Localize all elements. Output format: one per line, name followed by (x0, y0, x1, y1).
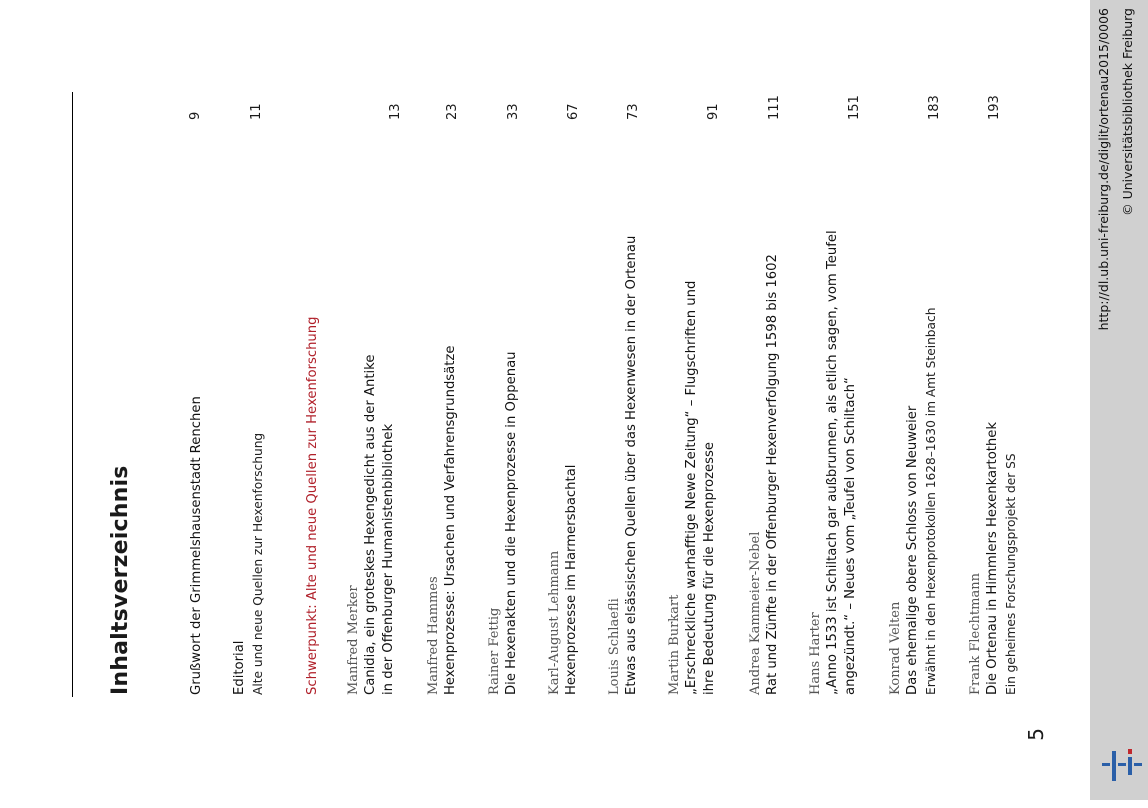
entry-title-line2: ihre Bedeutung für die Hexenprozesse (702, 442, 717, 695)
toc-entry-7 (546, 135, 581, 695)
entry-title: Rat und Zünfte in der Offenburger Hexenverfolgung 1598 bis 1602 (765, 254, 780, 695)
entry-title: Grußwort der Grimmelshausenstadt Renchen (189, 396, 204, 695)
entry-page: 151 (847, 95, 862, 120)
entry-title: „Anno 1533 ist Schiltach gar außbrunnen, als etlich sagen, vom Teufel (825, 230, 840, 695)
top-rule (72, 92, 73, 697)
entry-author: Hans Harter (808, 612, 823, 695)
toc-entry-2 (231, 135, 267, 695)
entry-author: Konrad Velten (888, 601, 903, 695)
entry-page: 67 (566, 103, 581, 120)
entry-page: 11 (249, 103, 264, 120)
entry-author: Frank Flechtmann (968, 573, 983, 695)
entry-page: 73 (626, 103, 641, 120)
entry-page: 193 (987, 95, 1002, 120)
entry-title: Das ehemalige obere Schloss von Neuweier (905, 405, 920, 695)
entry-author: Andrea Kammeier-Nebel (748, 531, 763, 695)
entry-title-line2: in der Offenburger Humanistenbibliothek (381, 423, 396, 695)
entry-page: 9 (188, 111, 203, 120)
toc-title: Inhaltsverzeichnis (108, 465, 133, 695)
entry-title: Canidia, ein groteskes Hexengedicht aus der Antike (363, 354, 378, 695)
toc-entry-11 (807, 135, 860, 695)
entry-author: Louis Schlaefli (607, 598, 622, 695)
entry-author: Rainer Fettig (487, 607, 502, 695)
toc-entry-10 (747, 135, 782, 695)
entry-author: Manfred Hammes (426, 576, 441, 695)
entry-page: 13 (388, 103, 403, 120)
entry-subtitle: Alte und neue Quellen zur Hexenforschung (251, 432, 265, 695)
entry-title: Etwas aus elsässischen Quellen über das Hexenwesen in der Ortenau (624, 235, 639, 695)
section-heading (304, 135, 322, 695)
entry-title: Die Ortenau in Himmlers Hexenkartothek (985, 421, 1000, 695)
copyright-notice: © Universitätsbibliothek Freiburg (1120, 8, 1135, 216)
toc-entry-4 (345, 135, 398, 695)
toc-entry-13 (967, 135, 1020, 695)
entry-title: Hexenprozesse: Ursachen und Verfahrensgrundsätze (443, 345, 458, 695)
entry-page: 91 (706, 103, 721, 120)
entry-author: Manfred Merker (346, 585, 361, 695)
entry-title: Hexenprozesse im Harmersbachtal (564, 464, 579, 695)
entry-page: 23 (445, 103, 460, 120)
entry-title: Die Hexenakten und die Hexenprozesse in Oppenau (504, 351, 519, 695)
source-url[interactable]: http://dl.ub.uni-freiburg.de/diglit/ortenau2015/0006 (1096, 8, 1111, 331)
entry-author: Karl-August Lehmann (547, 550, 562, 695)
toc-entry-12 (887, 135, 940, 695)
entry-page: 183 (927, 95, 942, 120)
page-number: 5 (1024, 728, 1048, 741)
entry-subtitle: Erwähnt in den Hexenprotokollen 1628–1630 im Amt Steinbach (924, 307, 938, 695)
toc-entry-8 (606, 135, 641, 695)
toc-entry-9 (666, 135, 719, 695)
entry-subtitle: Ein geheimes Forschungsprojekt der SS (1004, 453, 1018, 695)
entry-title-line2: angezündt.“ – Neues vom „Teufel von Schiltach“ (843, 377, 858, 695)
entry-page: 33 (506, 103, 521, 120)
entry-page: 111 (767, 95, 782, 120)
section-heading-text: Schwerpunkt: Alte und neue Quellen zur Hexenforschung (305, 316, 320, 695)
entry-title: Editorial (232, 640, 247, 695)
viewer-sidebar (1090, 0, 1148, 800)
toc-entry-6 (486, 135, 521, 695)
entry-title: „Erschreckliche warhafftige Newe Zeitung“ – Flugschriften und (684, 280, 699, 695)
toc-entry-5 (425, 135, 460, 695)
sidebar-text (1090, 0, 1148, 800)
entry-author: Martin Burkart (667, 594, 682, 695)
library-logo-icon (1100, 745, 1144, 785)
toc-entry-1 (188, 135, 206, 695)
